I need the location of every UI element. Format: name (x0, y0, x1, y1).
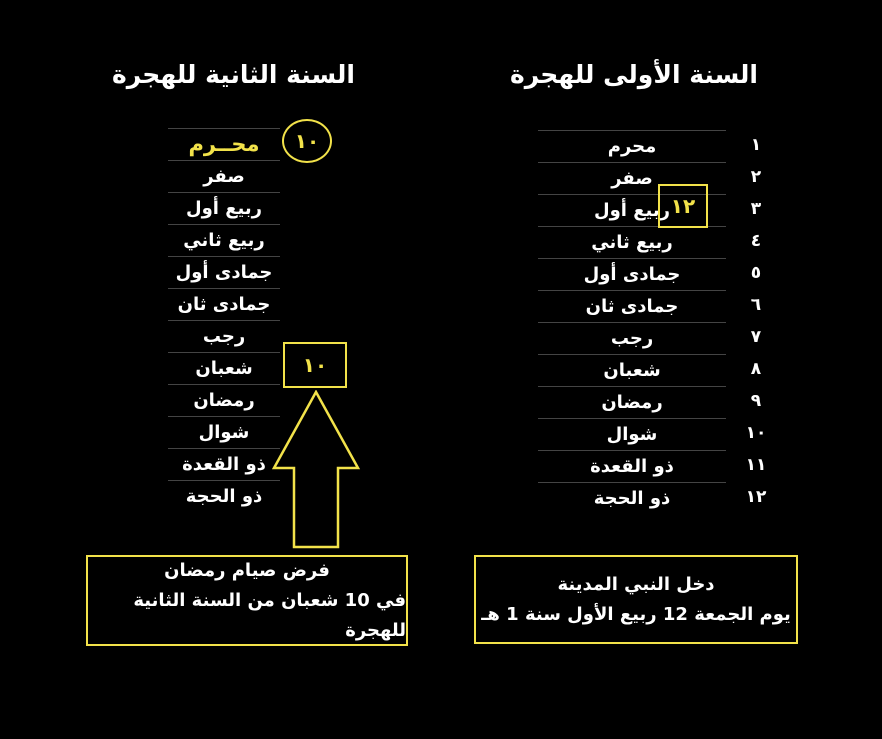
right-num-8: ٨ (750, 359, 762, 379)
right-num-9: ٩ (750, 391, 762, 411)
left-month-5: جمادى أول (168, 256, 280, 287)
right-month-1: محرم (538, 130, 726, 161)
right-month-7: رجب (538, 322, 726, 353)
right-num-7: ٧ (750, 327, 762, 347)
right-num-1: ١ (750, 135, 762, 155)
left-month-3: ربيع أول (168, 192, 280, 223)
left-month-12: ذو الحجة (168, 480, 280, 511)
left-month-10: شوال (168, 416, 280, 447)
right-num-10: ١٠ (745, 423, 767, 443)
left-title: السنة الثانية للهجرة (112, 60, 355, 89)
left-month-8: شعبان (168, 352, 280, 383)
right-month-12: ذو الحجة (538, 482, 726, 513)
right-num-6: ٦ (750, 295, 762, 315)
right-month-3: ربيع أول (538, 194, 726, 225)
left-month-4: ربيع ثاني (168, 224, 280, 255)
right-note-line2: يوم الجمعة 12 ربيع الأول سنة 1 هـ (481, 603, 791, 625)
right-month-6: جمادى ثان (538, 290, 726, 321)
right-month-8: شعبان (538, 354, 726, 385)
right-day-box: ١٢ (658, 184, 708, 228)
right-num-4: ٤ (750, 231, 762, 251)
right-num-2: ٢ (750, 167, 762, 187)
right-month-2: صفر (538, 162, 726, 193)
up-arrow-icon (270, 390, 362, 550)
left-note-line2: في 10 شعبان من السنة الثانية للهجرة (133, 589, 406, 641)
right-num-5: ٥ (750, 263, 762, 283)
left-month-2: صفر (168, 160, 280, 191)
right-month-10: شوال (538, 418, 726, 449)
left-circle-badge: ١٠ (282, 119, 332, 163)
right-num-3: ٣ (750, 199, 762, 219)
right-note-box (474, 555, 798, 644)
right-title: السنة الأولى للهجرة (510, 60, 758, 89)
right-note-line1: دخل النبي المدينة (557, 573, 715, 595)
right-month-5: جمادى أول (538, 258, 726, 289)
left-note-box (86, 555, 408, 646)
right-num-11: ١١ (745, 455, 767, 475)
left-month-7: رجب (168, 320, 280, 351)
left-month-1: محــرم (168, 128, 280, 159)
left-month-9: رمضان (168, 384, 280, 415)
right-month-4: ربيع ثاني (538, 226, 726, 257)
right-month-9: رمضان (538, 386, 726, 417)
left-month-6: جمادى ثان (168, 288, 280, 319)
left-note-line1: فرض صيام رمضان (164, 559, 330, 581)
right-month-11: ذو القعدة (538, 450, 726, 481)
left-month-11: ذو القعدة (168, 448, 280, 479)
right-num-12: ١٢ (745, 487, 767, 507)
left-day-box: ١٠ (283, 342, 347, 388)
